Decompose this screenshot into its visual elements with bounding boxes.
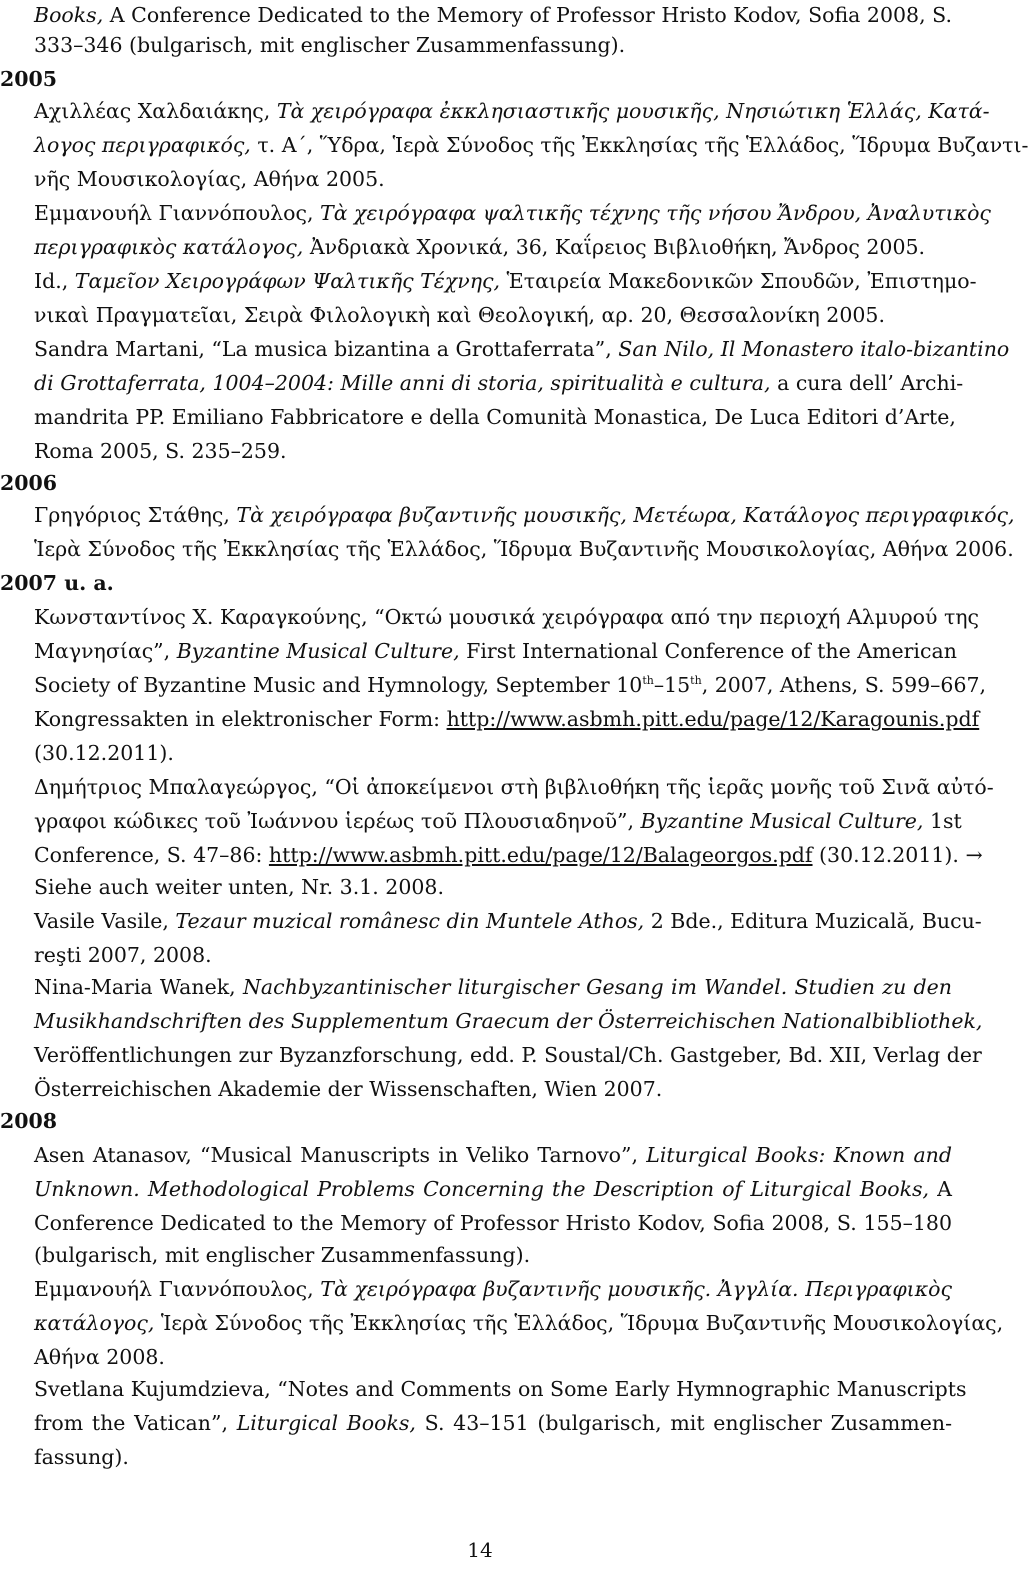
italic-title: λογος περιγραφικός, [34,133,251,157]
text-line [34,636,957,666]
text-run: Conference Dedicated to the Memory of Professor Hristo Kodov, Sofia 2008, S. 155–180 [34,1211,952,1235]
text-line [34,1374,967,1404]
text-line [34,130,1028,160]
text-line [34,334,1010,364]
text-run: mandrita PP. Emiliano Fabbricatore e della Comunità Monastica, De Luca Editori d’Arte, [34,405,956,429]
text-run: a cura dell’ Archi- [770,371,964,395]
text-run: Ἀνδριακὰ Χρονικά, 36, Καΐρειος Βιβλιοθήκη, Ἄνδρος 2005. [303,235,926,259]
text-run: Δημήτριος Μπαλαγεώργος, “Οἱ ἀποκείμενοι στὴ βιβλιοθήκη τῆς ἱερᾶς μονῆς τοῦ Σινᾶ αὐτό- [34,775,994,799]
text-run: (30.12.2011). → [812,843,983,867]
text-line [34,1240,952,1270]
italic-title: περιγραφικὸς κατάλογος, [34,235,304,259]
text-run: A [929,1177,952,1201]
text-run: Sandra Martani, “La musica bizantina a Grottaferrata”, [34,337,619,361]
text-line [34,1308,1004,1338]
text-run: Society of Byzantine Music and Hymnology, September 10 [34,673,643,697]
text-run: (bulgarisch, mit englischer Zusammenfassung). [34,1243,531,1267]
text-line [34,500,1015,530]
text-line [34,1074,952,1104]
text-line [34,772,994,802]
text-line [34,96,990,126]
text-run: S. 43–151 (bulgarisch, mit englischer Zusammen- [415,1411,953,1435]
text-line [34,198,991,228]
text-line [34,1040,982,1070]
italic-title: Nachbyzantinischer liturgischer Gesang im Wandel. Studien zu den [242,975,952,999]
text-line [34,300,952,330]
italic-title: di Grottaferrata, 1004–2004: Mille anni di storia, spiritualità e cultura, [34,371,771,395]
text-run: Εμμανουήλ Γιαννόπουλος, [34,201,321,225]
text-line [34,670,987,700]
text-run: fassung). [34,1445,129,1469]
text-line [34,368,964,398]
text-line [34,164,952,194]
italic-title: Ταμεῖον Χειρογράφων Ψαλτικῆς Τέχνης, [74,269,500,293]
italic-title: San Nilo, Il Monastero italo-bizantino [618,337,1010,361]
italic-title: Τὰ χειρόγραφα βυζαντινῆς μουσικῆς. Ἀγγλία. Περιγραφικὸς [320,1277,952,1301]
text-line [34,0,952,30]
text-line [34,1408,952,1438]
italic-title: Τὰ χειρόγραφα ψαλτικῆς τέχνης τῆς νήσου Ἄνδρου, Ἀναλυτικὸς [320,201,991,225]
year-heading: 2008 [0,1109,58,1133]
text-line [34,266,977,296]
text-run: νικαὶ Πραγματεῖαι, Σειρὰ Φιλολογικὴ καὶ Θεολογική, αρ. 20, Θεσσαλονίκη 2005. [34,303,885,327]
italic-title: Unknown. Methodological Problems Concerning the Description of Liturgical Books, [34,1177,930,1201]
text-run: First International Conference of the American [459,639,957,663]
text-run: Κωνσταντίνος Χ. Καραγκούνης, “Οκτώ μουσικά χειρόγραφα από την περιοχή Αλμυρού της [34,605,980,629]
text-run: Αθήνα 2008. [34,1345,165,1369]
text-run: τ. Α΄, Ὕδρα, Ἱερὰ Σύνοδος τῆς Ἐκκλησίας τῆς Ἑλλάδος, Ἵδρυμα Βυζαντι- [250,133,1028,157]
text-run: , 2007, Athens, S. 599–667, [701,673,987,697]
year-heading: 2005 [0,67,58,91]
text-line [34,872,952,902]
text-run: Svetlana Kujumdzieva, “Notes and Comments on Some Early Hymnographic Manuscripts [34,1377,967,1401]
text-run: 1st [923,809,962,833]
text-run: (30.12.2011). [34,741,174,765]
url-link[interactable]: http://www.asbmh.pitt.edu/page/12/Balageorgos.pdf [268,843,813,867]
text-line [34,436,952,466]
text-run: Conference, S. 47–86: [34,843,269,867]
text-run: Nina-Maria Wanek, [34,975,243,999]
text-run: A Conference Dedicated to the Memory of Professor Hristo Kodov, Sofia 2008, S. [103,3,952,27]
text-line [34,1342,952,1372]
text-line [34,704,980,734]
text-run: –15 [653,673,691,697]
text-run: νῆς Μουσικολογίας, Αθήνα 2005. [34,167,385,191]
text-line [34,806,962,836]
text-line [34,738,952,768]
text-run: Asen Atanasov, “Musical Manuscripts in Veliko Tarnovo”, [34,1143,647,1167]
text-line [34,940,952,970]
text-run: reşti 2007, 2008. [34,943,212,967]
year-heading: 2007 u. a. [0,571,114,595]
text-run: , [61,269,75,293]
italic-title: Liturgical Books: Known and [646,1143,952,1167]
text-line [34,1140,952,1170]
text-line [34,1274,952,1304]
text-line [34,232,952,262]
text-line [34,972,952,1002]
italic-title: Tezaur muzical românesc din Muntele Athos, [175,909,645,933]
year-heading: 2006 [0,471,58,495]
italic-title: Τὰ χειρόγραφα ἐκκλησιαστικῆς μουσικῆς, Νησιώτικη Ἑλλάς, Κατά- [276,99,990,123]
text-line [34,1208,952,1238]
text-run: Γρηγόριος Στάθης, [34,503,237,527]
text-run: γραφοι κώδικες τοῦ Ἰωάννου ἱερέως τοῦ Πλουσιαδηνοῦ”, [34,809,641,833]
text-run: Ἱερὰ Σύνοδος τῆς Ἐκκλησίας τῆς Ἑλλάδος, Ἵδρυμα Βυζαντινῆς Μουσικολογίας, [154,1311,1004,1335]
text-run: Kongressakten in elektronischer Form: [34,707,447,731]
page-number: 14 [467,1538,493,1562]
italic-title: Liturgical Books, [236,1411,416,1435]
text-line [34,1174,952,1204]
text-run: from the Vatican”, [34,1411,237,1435]
text-line [34,1442,952,1472]
italic-title: Byzantine Musical Culture, [176,639,460,663]
text-run: Εμμανουήλ Γιαννόπουλος, [34,1277,321,1301]
text-line [34,1006,983,1036]
text-line [34,30,952,60]
text-run: Vasile Vasile, [34,909,176,933]
text-line [34,602,980,632]
text-run: th [690,674,702,687]
text-line [34,402,956,432]
text-line [34,906,982,936]
text-run: Αχιλλέας Χαλδαιάκης, [34,99,277,123]
italic-title: κατάλογος, [34,1311,155,1335]
text-run: Roma 2005, S. 235–259. [34,439,287,463]
text-line [34,840,983,870]
text-run: Ἑταιρεία Μακεδονικῶν Σπουδῶν, Ἐπιστημο- [499,269,977,293]
text-run: Ἱερὰ Σύνοδος τῆς Ἐκκλησίας τῆς Ἑλλάδος, Ἵδρυμα Βυζαντινῆς Μουσικολογίας, Αθήνα 2006. [34,537,1014,561]
text-run: 333–346 (bulgarisch, mit englischer Zusammenfassung). [34,33,626,57]
text-run: Siehe auch weiter unten, Nr. 3.1. 2008. [34,875,444,899]
text-line [34,534,1014,564]
italic-title: Books, [34,3,104,27]
italic-title: Musikhandschriften des Supplementum Graecum der Österreichischen Nationalbibliothek, [34,1009,983,1033]
italic-title: Byzantine Musical Culture, [640,809,924,833]
italic-title: Τὰ χειρόγραφα βυζαντινῆς μουσικῆς, Μετέωρα, Κατάλογος περιγραφικός, [236,503,1015,527]
text-run: th [642,674,654,687]
text-run: Österreichischen Akademie der Wissenschaften, Wien 2007. [34,1077,663,1101]
url-link[interactable]: http://www.asbmh.pitt.edu/page/12/Karagounis.pdf [446,707,980,731]
text-run: Μαγνησίας”, [34,639,177,663]
text-run: 2 Bde., Editura Muzicală, Bucu- [644,909,982,933]
text-run: Id. [34,269,62,293]
text-run: Veröffentlichungen zur Byzanzforschung, edd. P. Soustal/Ch. Gastgeber, Bd. XII, Verlag der [34,1043,982,1067]
